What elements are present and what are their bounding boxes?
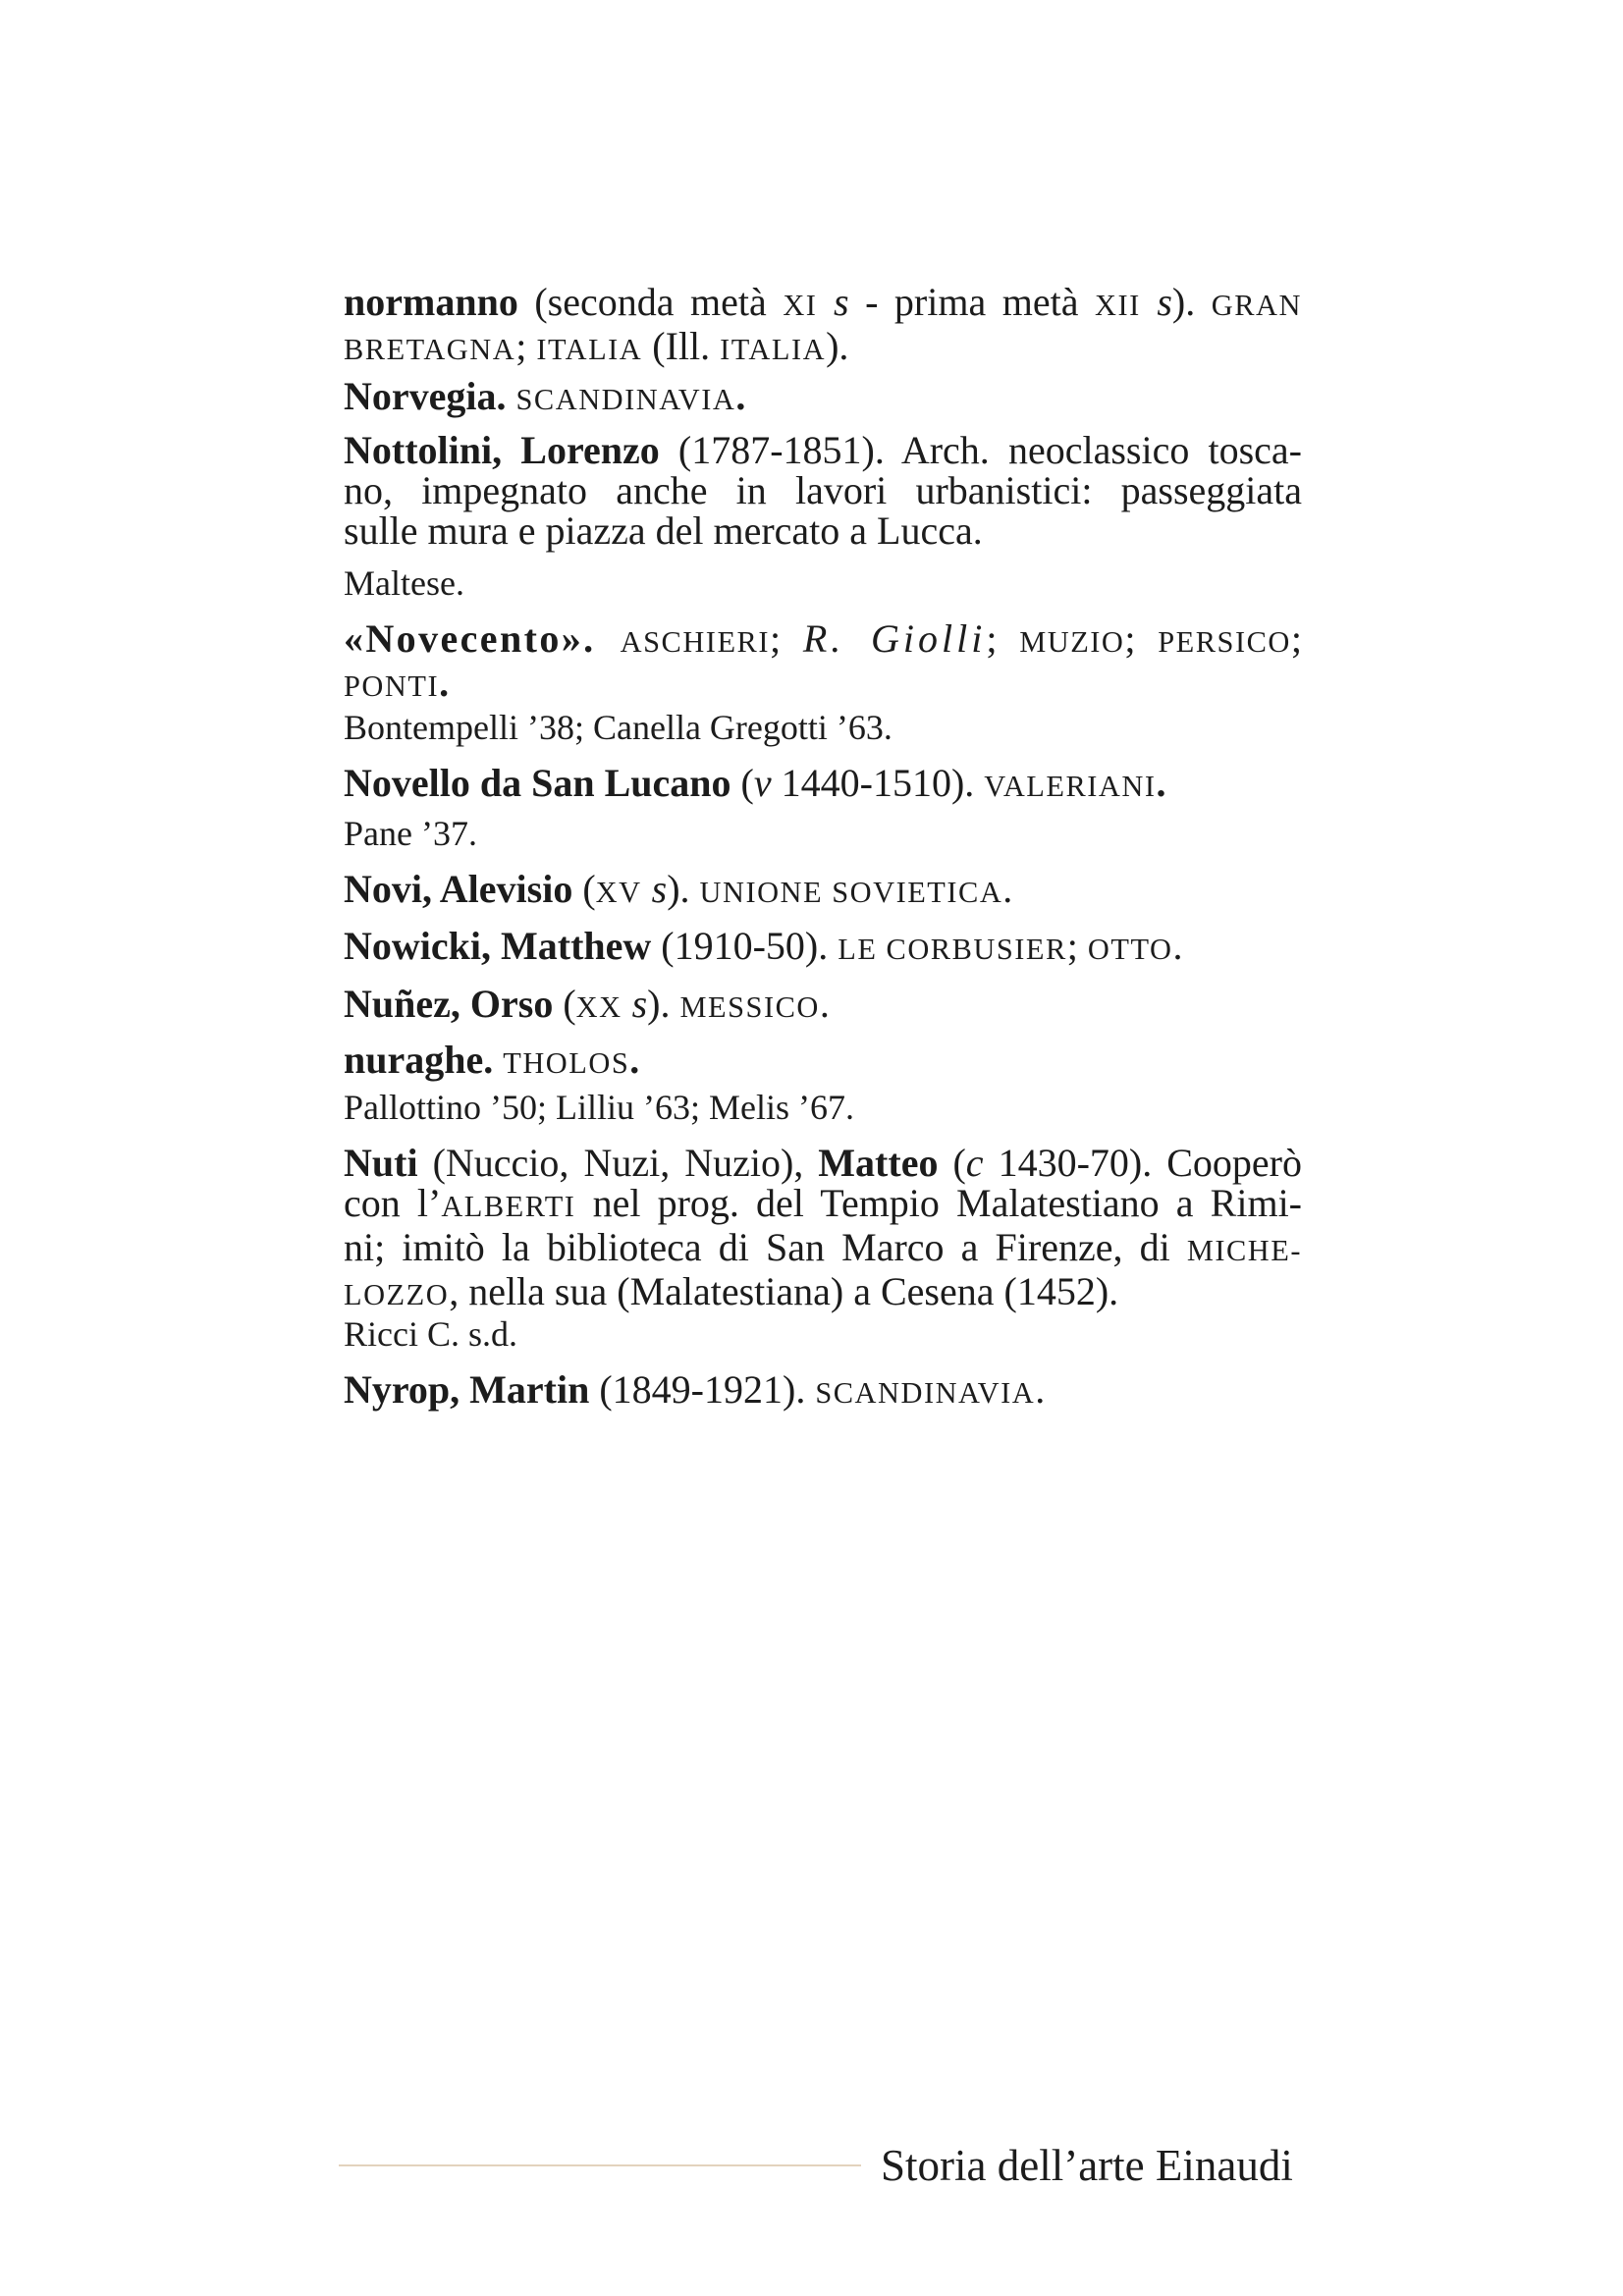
footer-title: Storia dell’arte Einaudi bbox=[881, 2141, 1293, 2190]
entry-nottolini bbox=[344, 430, 1302, 551]
entry-nuti bbox=[344, 1143, 1302, 1315]
headword: Novi, Alevisio bbox=[344, 867, 573, 911]
entry-line bbox=[344, 814, 1302, 853]
headword: Nuñez, Orso bbox=[344, 982, 554, 1026]
gloss-text: ; bbox=[1066, 924, 1088, 968]
gloss-text: ). bbox=[667, 867, 700, 911]
gloss-text: . bbox=[1002, 867, 1013, 911]
bibliography-ref bbox=[344, 1088, 1302, 1127]
entry-novello bbox=[344, 763, 1302, 807]
period-mark: . bbox=[439, 661, 450, 705]
gloss-text: no, impegnato anche in lavori urbanistici: passeggiata bbox=[344, 468, 1302, 512]
entry-line bbox=[344, 1183, 1302, 1227]
cross-reference: ASCHIERI bbox=[620, 625, 770, 659]
entry-nowicki bbox=[344, 926, 1302, 970]
gloss-text: ( bbox=[572, 867, 596, 911]
century-numeral: XV bbox=[595, 876, 642, 909]
period-mark: . bbox=[735, 374, 746, 418]
entry-line bbox=[344, 1040, 1302, 1084]
entry-line bbox=[344, 326, 1302, 370]
cross-reference: MUZIO bbox=[1019, 625, 1125, 659]
bibliography-ref bbox=[344, 1314, 1302, 1354]
bibliography-ref bbox=[344, 708, 1302, 747]
gloss-text: 1440-1510). bbox=[771, 761, 985, 805]
entry-line bbox=[344, 563, 1302, 603]
ref-text: Ricci C. s.d. bbox=[344, 1314, 517, 1354]
headword: Nottolini, Lorenzo bbox=[344, 428, 660, 472]
cross-reference: MESSICO bbox=[679, 990, 820, 1024]
headword: Nyrop, Martin bbox=[344, 1367, 590, 1412]
gloss-text: (Nuccio, Nuzi, Nuzio), bbox=[417, 1141, 819, 1185]
century-numeral: XII bbox=[1095, 289, 1141, 322]
entry-line bbox=[344, 376, 1302, 420]
gloss-text: (1910-50). bbox=[651, 924, 839, 968]
italic-abbrev: s bbox=[622, 982, 648, 1026]
entry-line bbox=[344, 1143, 1302, 1183]
ref-text: Pallottino ’50; Lilliu ’63; Melis ’67. bbox=[344, 1088, 854, 1127]
gloss-text: con l’ bbox=[344, 1181, 442, 1225]
headword: Matteo bbox=[818, 1141, 939, 1185]
cross-reference: PERSICO bbox=[1158, 625, 1291, 659]
gloss-text: ; bbox=[515, 324, 537, 368]
entry-line bbox=[344, 926, 1302, 970]
entry-line bbox=[344, 663, 1302, 707]
cross-reference: ALBERTI bbox=[441, 1190, 576, 1223]
gloss-text: . bbox=[1172, 924, 1183, 968]
entry-line bbox=[344, 470, 1302, 510]
gloss-text: - prima metà bbox=[848, 280, 1096, 324]
italic-abbrev: s bbox=[641, 867, 668, 911]
entry-line bbox=[344, 708, 1302, 747]
gloss-text: ; bbox=[1124, 616, 1159, 661]
cross-reference: SCANDINAVIA bbox=[515, 383, 736, 416]
footer-rule bbox=[339, 2164, 861, 2166]
entry-novecento bbox=[344, 618, 1302, 707]
gloss-text: sulle mura e piazza del mercato a Lucca. bbox=[344, 508, 983, 553]
gloss-text: . bbox=[819, 982, 830, 1026]
italic-abbrev: s bbox=[1140, 280, 1172, 324]
gloss-text: ( bbox=[553, 982, 576, 1026]
gloss-text: . bbox=[1035, 1367, 1046, 1412]
ref-text: Bontempelli ’38; Canella Gregotti ’63. bbox=[344, 708, 893, 747]
gloss-text: ). bbox=[1171, 280, 1212, 324]
ref-text: Pane ’37. bbox=[344, 814, 477, 853]
entry-line bbox=[344, 282, 1302, 326]
headword: Nowicki, Matthew bbox=[344, 924, 652, 968]
gloss-text: ; bbox=[1290, 616, 1303, 661]
cross-reference: LOZZO bbox=[344, 1278, 450, 1311]
headword: nuraghe. bbox=[344, 1038, 504, 1082]
gloss-text: 1430-70). Cooperò bbox=[983, 1141, 1302, 1185]
gloss-text: ni; imitò la biblioteca di San Marco a Firenze, di bbox=[344, 1225, 1187, 1269]
entry-line bbox=[344, 1271, 1302, 1315]
entry-line bbox=[344, 618, 1302, 663]
cross-reference: THOLOS bbox=[503, 1046, 630, 1080]
entry-line bbox=[344, 763, 1302, 807]
bibliography-ref bbox=[344, 814, 1302, 853]
italic-author: R. Giolli bbox=[802, 616, 987, 661]
cross-reference: ITALIA bbox=[720, 333, 827, 366]
gloss-text: ( bbox=[730, 761, 754, 805]
entry-nuraghe bbox=[344, 1040, 1302, 1084]
headword: Novello da San Lucano bbox=[344, 761, 731, 805]
italic-abbrev: c bbox=[965, 1141, 984, 1185]
century-numeral: XX bbox=[575, 990, 622, 1024]
cross-reference: GRAN bbox=[1211, 289, 1302, 322]
entry-normanno bbox=[344, 282, 1302, 370]
cross-reference: BRETAGNA bbox=[344, 333, 516, 366]
headword: Nuti bbox=[344, 1141, 418, 1185]
ref-text: Maltese. bbox=[344, 563, 464, 603]
entry-line bbox=[344, 1314, 1302, 1354]
entry-line bbox=[344, 1369, 1302, 1414]
entry-line bbox=[344, 510, 1302, 551]
gloss-text: (1787-1851). Arch. neoclassico tosca- bbox=[659, 428, 1302, 472]
headword: Norvegia. bbox=[344, 374, 516, 418]
gloss-text: ). bbox=[647, 982, 680, 1026]
gloss-text: , nella sua (Malatestiana) a Cesena (1452). bbox=[449, 1269, 1119, 1313]
cross-reference: PONTI bbox=[344, 669, 440, 703]
gloss-text: ). bbox=[826, 324, 849, 368]
gloss-text: ; bbox=[986, 616, 1020, 661]
entry-line bbox=[344, 984, 1302, 1028]
italic-abbrev: v bbox=[753, 761, 772, 805]
bibliography-ref bbox=[344, 563, 1302, 603]
gloss-text: (1849-1921). bbox=[589, 1367, 816, 1412]
cross-reference: MICHE- bbox=[1186, 1234, 1302, 1267]
entry-nyrop bbox=[344, 1369, 1302, 1414]
cross-reference: UNIONE SOVIETICA bbox=[699, 876, 1003, 909]
cross-reference: LE CORBUSIER bbox=[838, 933, 1067, 966]
cross-reference: ITALIA bbox=[536, 333, 643, 366]
period-mark: . bbox=[1156, 761, 1166, 805]
gloss-text: (Ill. bbox=[642, 324, 721, 368]
italic-abbrev: s bbox=[817, 280, 849, 324]
cross-reference: VALERIANI bbox=[984, 770, 1157, 803]
period-mark: . bbox=[629, 1038, 640, 1082]
entry-nunez bbox=[344, 984, 1302, 1028]
cross-reference: OTTO bbox=[1087, 933, 1173, 966]
entry-line bbox=[344, 869, 1302, 913]
gloss-text: ; bbox=[769, 616, 803, 661]
century-numeral: XI bbox=[783, 289, 818, 322]
gloss-text: ( bbox=[938, 1141, 966, 1185]
gloss-text: (seconda metà bbox=[517, 280, 784, 324]
cross-reference: SCANDINAVIA bbox=[815, 1376, 1036, 1410]
entry-line bbox=[344, 430, 1302, 470]
entry-norvegia bbox=[344, 376, 1302, 420]
headword: «Novecento». bbox=[344, 616, 621, 661]
gloss-text: nel prog. del Tempio Malatestiano a Rimi- bbox=[575, 1181, 1303, 1225]
entry-novi bbox=[344, 869, 1302, 913]
page-footer bbox=[339, 2138, 1293, 2193]
entry-line bbox=[344, 1088, 1302, 1127]
entry-line bbox=[344, 1227, 1302, 1271]
headword: normanno bbox=[344, 280, 518, 324]
